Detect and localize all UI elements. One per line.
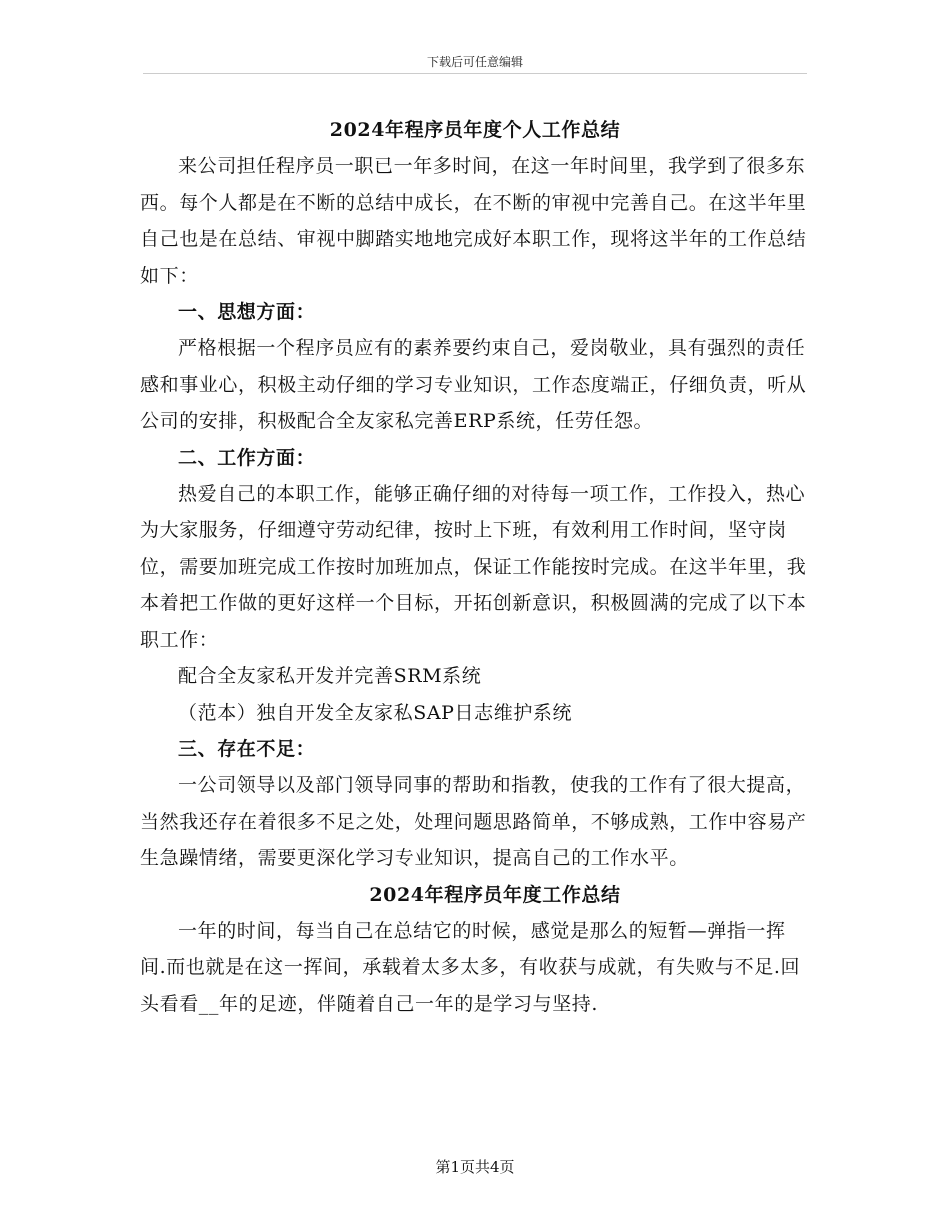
intro-paragraph: 来公司担任程序员一职已一年多时间，在这一年时间里，我学到了很多东西。每个人都是在不断的总结中成长，在不断的审视中完善自己。在这半年里自己也是在总结、审视中脚踏实地地完成好本职工作，现将这半年的工作总结如下：	[140, 155, 807, 287]
section-paragraph-thought: 严格根据一个程序员应有的素养要约束自己，爱岗敬业，具有强烈的责任感和事业心，积极主动仔细的学习专业知识，工作态度端正，仔细负责，听从公司的安排，积极配合全友家私完善ERP系统，任劳任怨。	[140, 337, 807, 433]
page-number-footer: 第1页共4页	[435, 1158, 515, 1176]
work-item-sap: （范本）独自开发全友家私SAP日志维护系统	[178, 701, 573, 724]
section-paragraph-work: 热爱自己的本职工作，能够正确仔细的对待每一项工作，工作投入，热心为大家服务，仔细遵守劳动纪律，按时上下班，有效利用工作时间，坚守岗位，需要加班完成工作按时加班加点，保证工作能按时完成。在这半年里，我本着把工作做的更好这样一个目标，开拓创新意识，积极圆满的完成了以下本职工作：	[140, 483, 807, 651]
page-header-note: 下载后可任意编辑	[426, 55, 523, 69]
work-item-srm: 配合全友家私开发并完善SRM系统	[178, 665, 482, 688]
section-heading-thought: 一、思想方面：	[178, 301, 316, 324]
header-divider	[143, 73, 807, 74]
section-paragraph-shortcomings: 一公司领导以及部门领导同事的帮助和指教，使我的工作有了很大提高，当然我还存在着很多不足之处，处理问题思路简单，不够成熟，工作中容易产生急躁情绪，需要更深化学习专业知识，提高自己的工作水平。	[140, 774, 807, 870]
section-heading-work: 二、工作方面：	[178, 446, 316, 469]
document-body	[140, 112, 810, 1022]
section-heading-shortcomings: 三、存在不足：	[178, 737, 316, 760]
second-intro-paragraph: 一年的时间，每当自己在总结它的时候，感觉是那么的短暂—弹指一挥间.而也就是在这一挥间，承载着太多太多，有收获与成就，有失败与不足.回头看看__年的足迹，伴随着自己一年的是学习与坚持.	[140, 919, 801, 1015]
document-title: 2024年程序员年度个人工作总结	[329, 119, 621, 141]
second-document-title: 2024年程序员年度工作总结	[369, 883, 621, 906]
